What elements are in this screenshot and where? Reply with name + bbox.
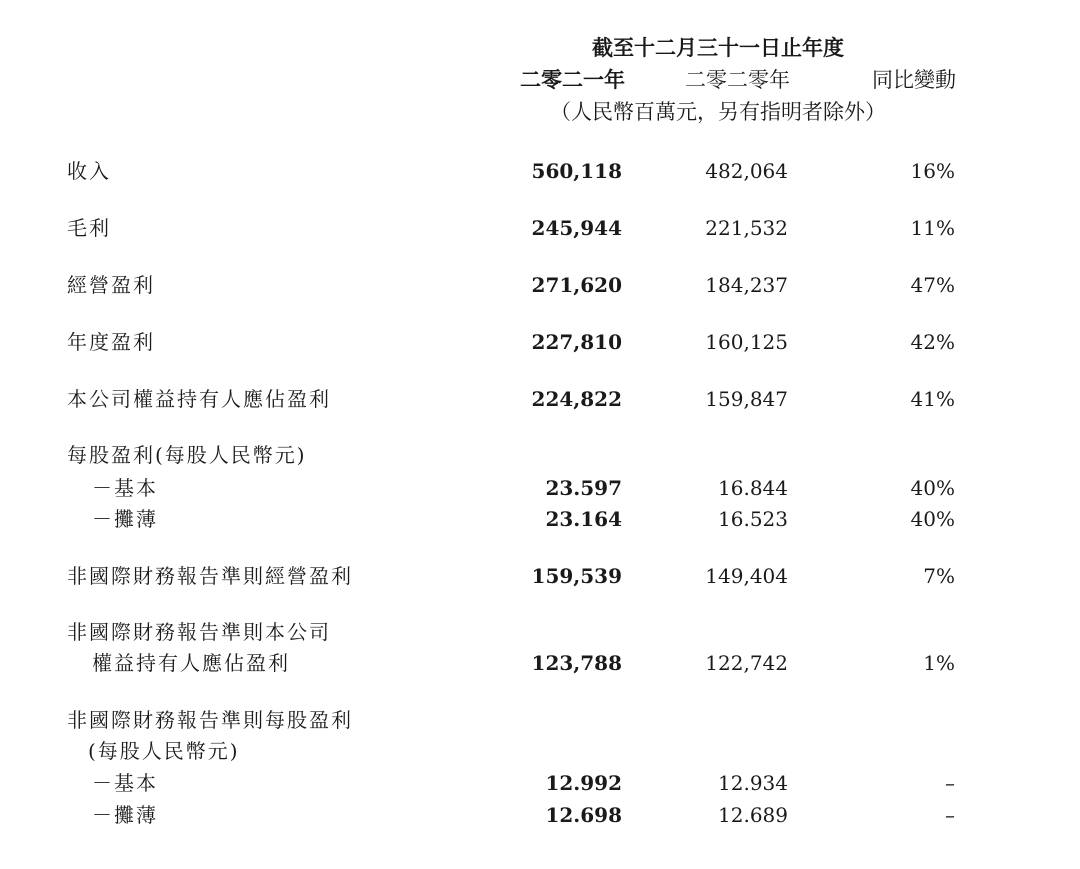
value-2021: 12.698	[545, 803, 622, 827]
table-row	[0, 439, 1080, 471]
value-2020: 12.934	[718, 771, 788, 795]
column-header-2021: 二零二一年	[520, 68, 625, 92]
value-2020: 184,237	[705, 273, 788, 297]
table-row	[0, 735, 1080, 767]
value-2021: 159,539	[531, 564, 622, 588]
value-2021: 23.597	[545, 476, 622, 500]
unit-note: （人民幣百萬元，另有指明者除外）	[550, 100, 886, 124]
value-yoy: –	[945, 803, 955, 827]
value-2021: 12.992	[545, 771, 622, 795]
table-row	[0, 212, 1080, 244]
column-header-2020: 二零二零年	[685, 68, 790, 92]
value-yoy: 16%	[910, 159, 955, 183]
table-row	[0, 647, 1080, 679]
value-yoy: 7%	[923, 564, 955, 588]
row-label: 經營盈利	[67, 273, 155, 297]
value-2021: 123,788	[531, 651, 622, 675]
value-2020: 16.523	[718, 507, 788, 531]
value-2020: 16.844	[718, 476, 788, 500]
table-row	[0, 704, 1080, 736]
row-label: 非國際財務報告準則每股盈利	[67, 708, 353, 732]
value-yoy: 42%	[910, 330, 955, 354]
value-2020: 122,742	[705, 651, 788, 675]
value-2020: 221,532	[705, 216, 788, 240]
row-label: －基本	[92, 476, 158, 500]
value-yoy: 47%	[910, 273, 955, 297]
table-row	[0, 472, 1080, 504]
column-header-yoy: 同比變動	[872, 68, 956, 92]
value-2021: 271,620	[531, 273, 622, 297]
row-label: (每股人民幣元)	[88, 739, 240, 763]
value-yoy: 41%	[910, 387, 955, 411]
value-yoy: 1%	[923, 651, 955, 675]
row-label: －基本	[92, 771, 158, 795]
row-label: －攤薄	[92, 507, 158, 531]
row-label: 本公司權益持有人應佔盈利	[67, 387, 331, 411]
row-label: 收入	[67, 159, 111, 183]
row-label: 每股盈利(每股人民幣元)	[67, 443, 307, 467]
period-header: 截至十二月三十一日止年度	[592, 36, 844, 60]
table-row	[0, 383, 1080, 415]
table-row	[0, 269, 1080, 301]
row-label: 年度盈利	[67, 330, 155, 354]
value-2021: 245,944	[531, 216, 622, 240]
value-2021: 23.164	[545, 507, 622, 531]
table-row	[0, 799, 1080, 831]
table-row	[0, 503, 1080, 535]
value-yoy: 40%	[910, 507, 955, 531]
row-label: 毛利	[67, 216, 111, 240]
row-label: 非國際財務報告準則本公司	[67, 620, 331, 644]
table-row	[0, 616, 1080, 648]
row-label: 非國際財務報告準則經營盈利	[67, 564, 353, 588]
table-row	[0, 326, 1080, 358]
table-row	[0, 560, 1080, 592]
value-2021: 560,118	[531, 159, 622, 183]
table-row	[0, 155, 1080, 187]
value-2020: 12.689	[718, 803, 788, 827]
value-2020: 149,404	[705, 564, 788, 588]
value-2020: 160,125	[705, 330, 788, 354]
row-label: 權益持有人應佔盈利	[92, 651, 290, 675]
value-2021: 224,822	[531, 387, 622, 411]
value-yoy: 40%	[910, 476, 955, 500]
value-yoy: 11%	[910, 216, 955, 240]
table-row	[0, 767, 1080, 799]
value-2020: 482,064	[705, 159, 788, 183]
value-2020: 159,847	[705, 387, 788, 411]
value-2021: 227,810	[531, 330, 622, 354]
row-label: －攤薄	[92, 803, 158, 827]
value-yoy: –	[945, 771, 955, 795]
